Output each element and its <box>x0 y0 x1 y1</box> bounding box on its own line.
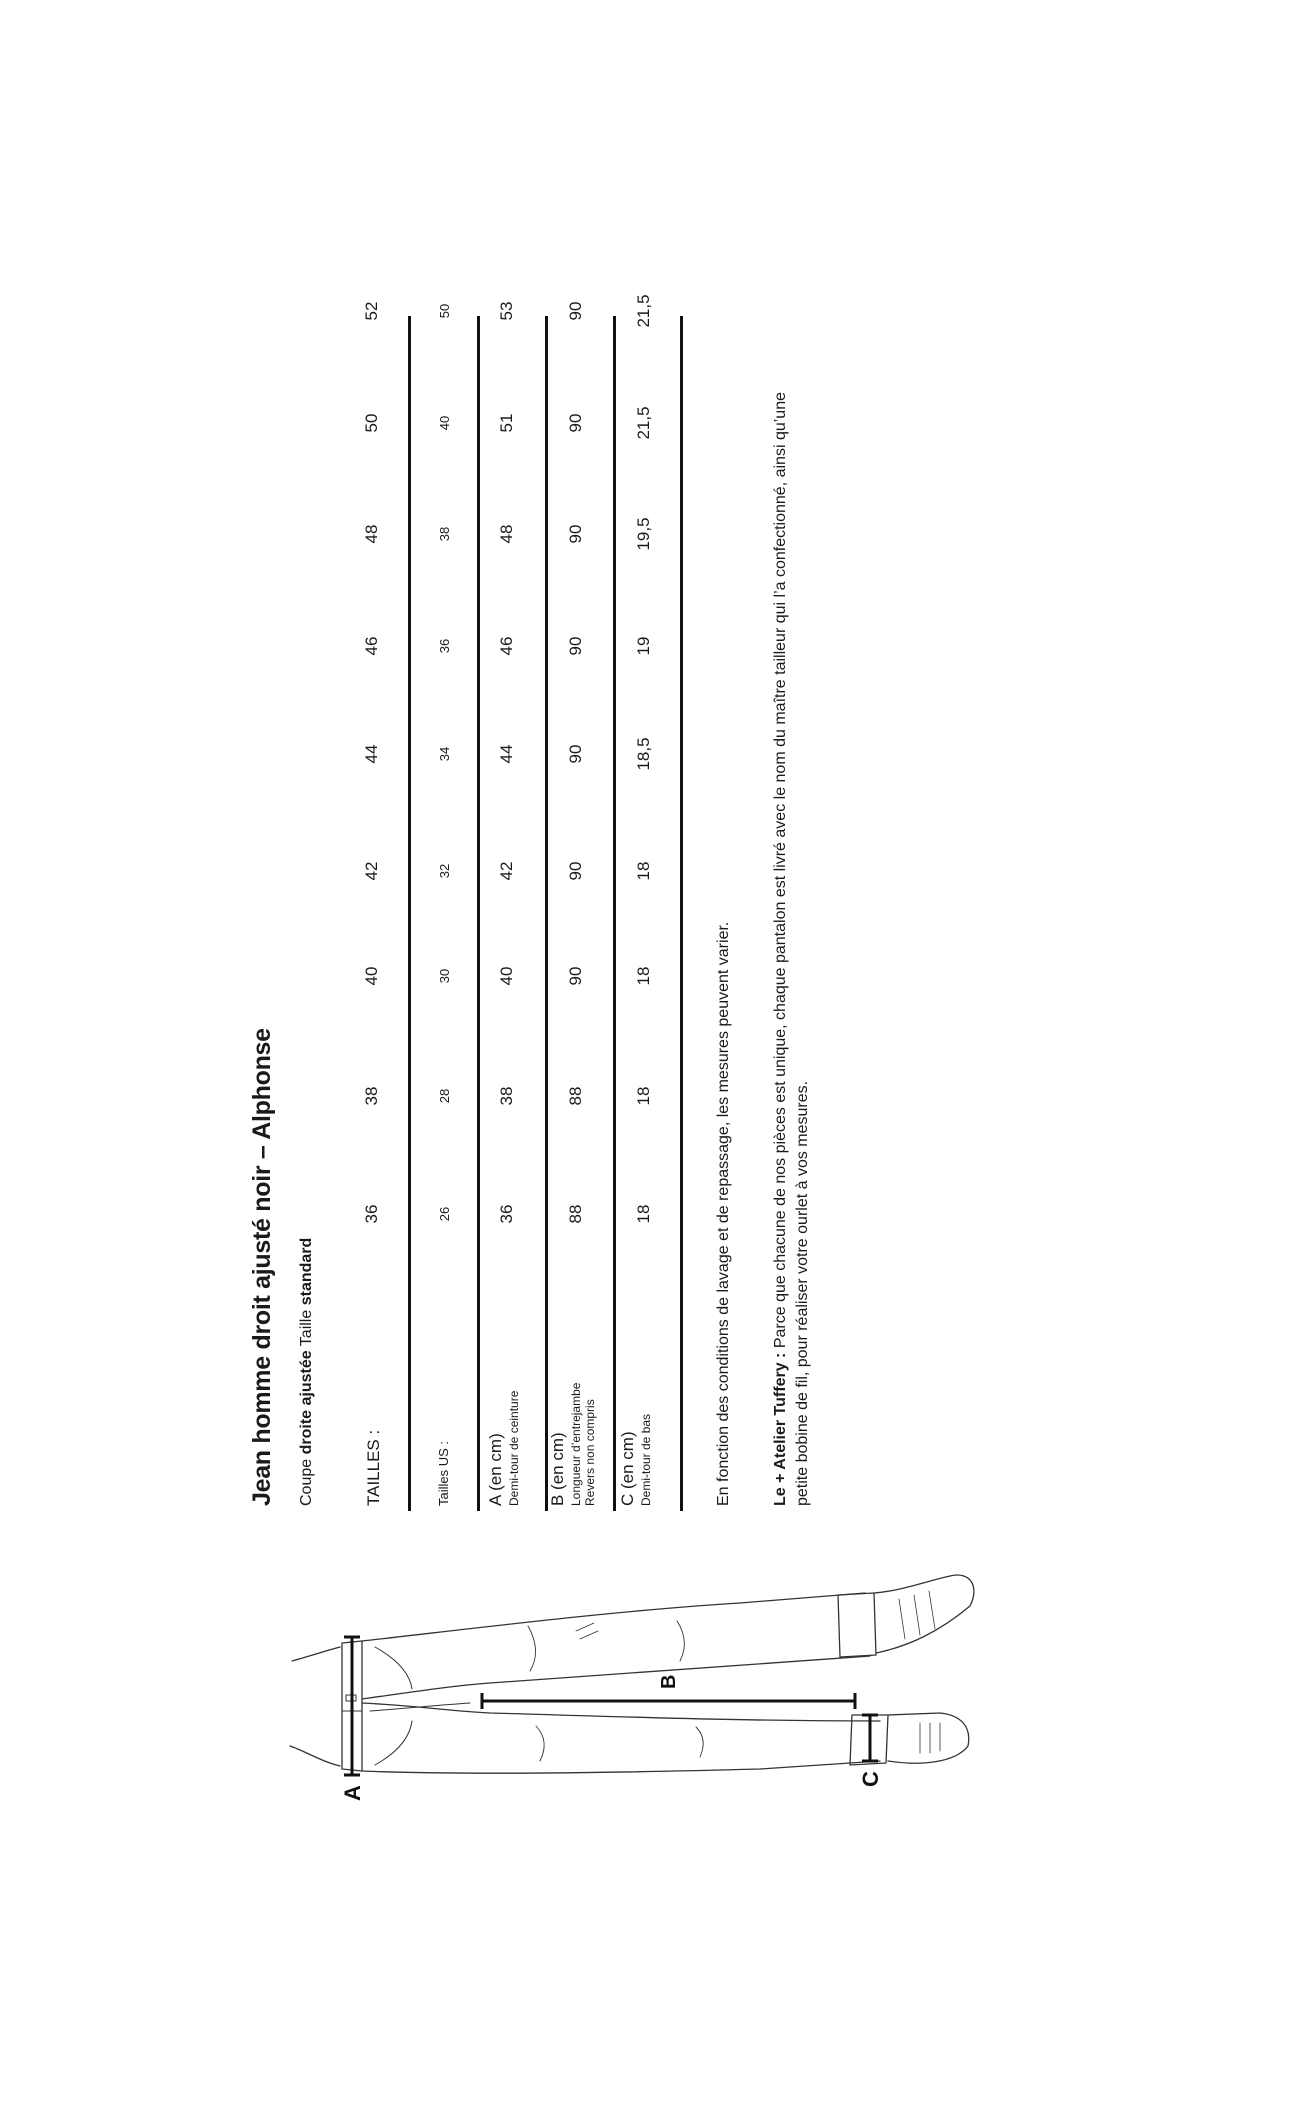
row-a-sub: Demi-tour de ceinture <box>507 1390 521 1506</box>
measurement-note: En fonction des conditions de lavage et de repassage, les mesures peuvent varier. <box>715 921 732 1506</box>
row-b-cell: 90 <box>566 524 585 544</box>
us-size-cell: 32 <box>437 863 452 879</box>
label-b: B <box>658 1674 680 1689</box>
row-c-cell: 18,5 <box>634 737 653 771</box>
size-cell: 52 <box>362 301 381 321</box>
subtitle-size-type: standard <box>298 1237 315 1306</box>
us-size-cell: 26 <box>437 1206 452 1222</box>
row-c-cell: 18 <box>634 1086 653 1106</box>
row-a-cell: 48 <box>497 524 516 544</box>
us-size-cell: 28 <box>437 1088 452 1104</box>
row-c-title: C (en cm) <box>618 1431 637 1506</box>
label-a: A <box>340 1785 365 1801</box>
row-b-cell: 90 <box>566 744 585 764</box>
row-c-cell: 18 <box>634 861 653 881</box>
subtitle-cut: droite ajustée <box>298 1350 315 1455</box>
size-cell: 46 <box>362 636 381 656</box>
row-b-cell: 90 <box>566 861 585 881</box>
row-a-cell: 40 <box>497 966 516 986</box>
label-c: C <box>858 1771 883 1787</box>
size-cell: 38 <box>362 1086 381 1106</box>
row-b-cell: 88 <box>566 1204 585 1224</box>
tip-text: Parce que chacune de nos pièces est unique, chaque pantalon est livré avec le nom du maître tailleur qui l’a confectionné, ainsi qu’une petite bobine de fil, pour réaliser votre ourlet à vos mesures. <box>772 392 811 1506</box>
us-sizes-label: Tailles US : <box>436 1440 451 1506</box>
size-cell: 48 <box>362 524 381 544</box>
size-cell: 42 <box>362 861 381 881</box>
size-cell: 36 <box>362 1204 381 1224</box>
us-size-cell: 50 <box>437 303 452 319</box>
row-a-cell: 46 <box>497 636 516 656</box>
row-c-cell: 18 <box>634 966 653 986</box>
row-c-cell: 19,5 <box>634 517 653 551</box>
row-a-cell: 36 <box>497 1204 516 1224</box>
table-rule-3 <box>613 316 616 1511</box>
row-b-cell: 90 <box>566 966 585 986</box>
us-size-cell: 36 <box>437 638 452 654</box>
us-size-cell: 38 <box>437 526 452 542</box>
row-b-cell: 90 <box>566 636 585 656</box>
row-a-cell: 51 <box>497 413 516 433</box>
row-c-sub: Demi-tour de bas <box>639 1413 653 1506</box>
size-cell: 44 <box>362 744 381 764</box>
subtitle <box>298 1238 316 1506</box>
row-c-cell: 21,5 <box>634 294 653 328</box>
us-size-cell: 34 <box>437 746 452 762</box>
jeans-illustration <box>280 1541 980 1861</box>
page-title: Jean homme droit ajusté noir – Alphonse <box>248 1028 276 1506</box>
atelier-tip <box>770 356 814 1506</box>
row-c-label <box>618 1414 653 1506</box>
table-rule-top <box>408 316 411 1511</box>
size-cell: 50 <box>362 413 381 433</box>
size-cell: 40 <box>362 966 381 986</box>
row-b-title: B (en cm) <box>548 1432 567 1506</box>
row-b-sub-2: Revers non compris <box>583 1399 597 1506</box>
table-rule-bottom <box>680 316 683 1511</box>
row-a-cell: 38 <box>497 1086 516 1106</box>
subtitle-middle: Taille <box>298 1309 315 1347</box>
row-a-cell: 44 <box>497 744 516 764</box>
table-rule-1 <box>477 316 480 1511</box>
row-b-cell: 88 <box>566 1086 585 1106</box>
row-c-cell: 19 <box>634 636 653 656</box>
row-b-cell: 90 <box>566 413 585 433</box>
row-b-sub-1: Longueur d’entrejambe <box>569 1382 583 1506</box>
row-b-label <box>548 1383 597 1506</box>
row-c-cell: 21,5 <box>634 406 653 440</box>
subtitle-prefix: Coupe <box>298 1458 315 1506</box>
row-a-cell: 53 <box>497 301 516 321</box>
row-c-cell: 18 <box>634 1204 653 1224</box>
row-a-label <box>486 1391 521 1506</box>
row-a-title: A (en cm) <box>486 1433 505 1506</box>
table-rule-2 <box>545 316 548 1511</box>
us-size-cell: 30 <box>437 968 452 984</box>
row-a-cell: 42 <box>497 861 516 881</box>
row-b-cell: 90 <box>566 301 585 321</box>
sizes-label: TAILLES : <box>364 1429 383 1506</box>
us-size-cell: 40 <box>437 415 452 431</box>
tip-lead: Le + Atelier Tuffery : <box>772 1352 789 1506</box>
